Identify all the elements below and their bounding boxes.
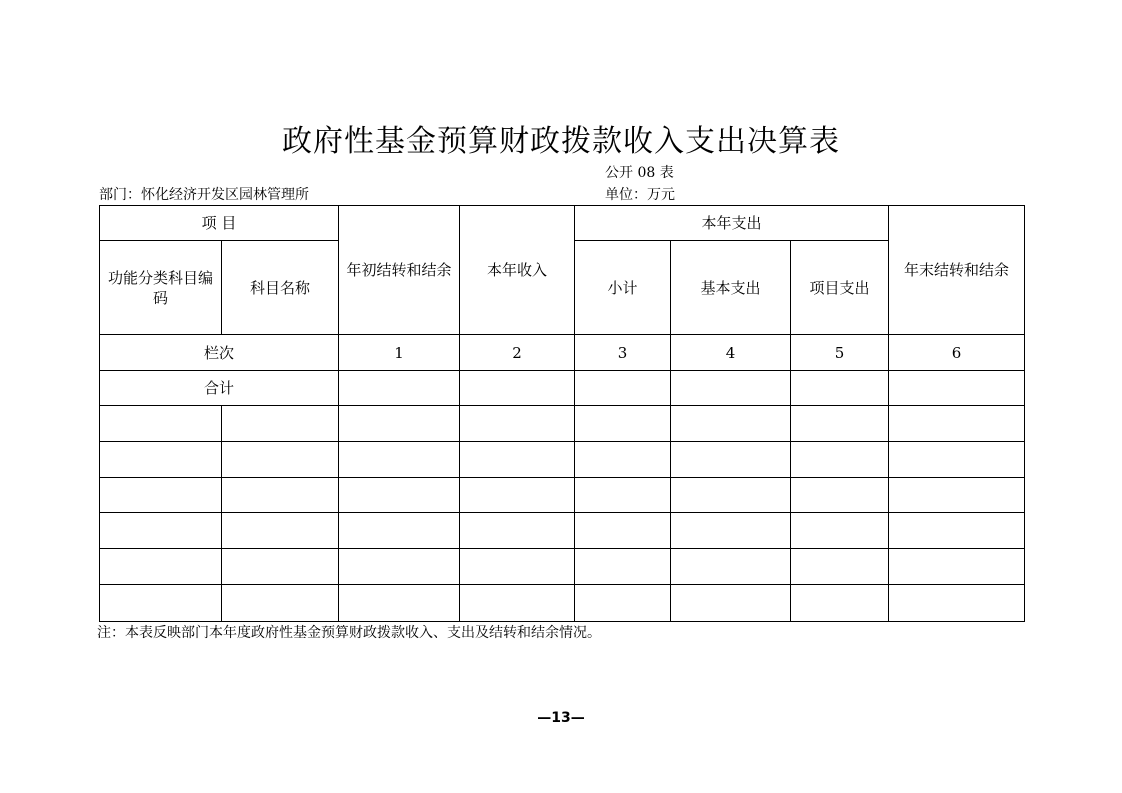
table-cell bbox=[575, 406, 671, 442]
table-cell bbox=[671, 549, 791, 585]
table-row bbox=[100, 442, 1025, 478]
table-cell bbox=[222, 478, 339, 513]
table-cell bbox=[889, 585, 1025, 622]
header-income: 本年收入 bbox=[460, 206, 575, 335]
unit-label: 单位：万元 bbox=[605, 187, 675, 203]
table-cell bbox=[339, 585, 460, 622]
table-cell bbox=[889, 406, 1025, 442]
table-cell bbox=[222, 442, 339, 478]
budget-table bbox=[99, 205, 1025, 622]
table-cell bbox=[100, 585, 222, 622]
header-item: 项 目 bbox=[100, 206, 339, 241]
table-cell bbox=[671, 585, 791, 622]
header-end-balance: 年末结转和结余 bbox=[889, 206, 1025, 335]
table-cell bbox=[460, 442, 575, 478]
table-cell bbox=[889, 478, 1025, 513]
table-cell bbox=[671, 406, 791, 442]
column-number: 4 bbox=[671, 335, 791, 371]
table-cell bbox=[460, 585, 575, 622]
table-cell bbox=[791, 478, 889, 513]
column-number: 3 bbox=[575, 335, 671, 371]
table-cell bbox=[575, 549, 671, 585]
column-number: 2 bbox=[460, 335, 575, 371]
column-number: 6 bbox=[889, 335, 1025, 371]
table-cell bbox=[222, 513, 339, 549]
table-cell bbox=[889, 371, 1025, 406]
table-cell bbox=[791, 442, 889, 478]
table-cell bbox=[575, 371, 671, 406]
table-cell bbox=[460, 513, 575, 549]
header-begin-balance: 年初结转和结余 bbox=[339, 206, 460, 335]
table-cell bbox=[222, 585, 339, 622]
table-cell bbox=[791, 513, 889, 549]
table-cell bbox=[100, 442, 222, 478]
table-row bbox=[100, 478, 1025, 513]
table-cell bbox=[575, 478, 671, 513]
table-cell bbox=[100, 478, 222, 513]
total-row bbox=[100, 371, 1025, 406]
table-cell bbox=[791, 406, 889, 442]
table-cell bbox=[222, 406, 339, 442]
total-label: 合计 bbox=[100, 371, 339, 406]
table-cell bbox=[575, 513, 671, 549]
table-cell bbox=[791, 371, 889, 406]
table-row bbox=[100, 585, 1025, 622]
table-cell bbox=[671, 371, 791, 406]
header-basic-expense: 基本支出 bbox=[671, 241, 791, 335]
department-label: 部门：怀化经济开发区园林管理所 bbox=[99, 187, 309, 203]
table-cell bbox=[339, 478, 460, 513]
table-cell bbox=[671, 478, 791, 513]
column-number-row bbox=[100, 335, 1025, 371]
form-code: 公开 08 表 bbox=[605, 165, 674, 181]
table-row bbox=[100, 513, 1025, 549]
table-cell bbox=[100, 549, 222, 585]
table-cell bbox=[575, 585, 671, 622]
table-note: 注：本表反映部门本年度政府性基金预算财政拨款收入、支出及结转和结余情况。 bbox=[97, 625, 601, 641]
table-row bbox=[100, 406, 1025, 442]
table-cell bbox=[339, 371, 460, 406]
header-expense-group: 本年支出 bbox=[575, 206, 889, 241]
table-cell bbox=[339, 442, 460, 478]
column-number: 1 bbox=[339, 335, 460, 371]
header-subject-name: 科目名称 bbox=[222, 241, 339, 335]
table-cell bbox=[460, 406, 575, 442]
table-cell bbox=[339, 513, 460, 549]
table-cell bbox=[791, 585, 889, 622]
column-number: 5 bbox=[791, 335, 889, 371]
table-cell bbox=[339, 549, 460, 585]
table-cell bbox=[889, 442, 1025, 478]
header-func-code: 功能分类科目编码 bbox=[100, 241, 222, 335]
column-number-label: 栏次 bbox=[100, 335, 339, 371]
header-subtotal: 小计 bbox=[575, 241, 671, 335]
table-cell bbox=[339, 406, 460, 442]
table-cell bbox=[575, 442, 671, 478]
table-cell bbox=[460, 478, 575, 513]
header-project-expense: 项目支出 bbox=[791, 241, 889, 335]
table-row bbox=[100, 549, 1025, 585]
table-cell bbox=[100, 406, 222, 442]
table-cell bbox=[671, 513, 791, 549]
table-cell bbox=[460, 549, 575, 585]
table-cell bbox=[889, 513, 1025, 549]
table-cell bbox=[671, 442, 791, 478]
page-number: —13— bbox=[537, 710, 585, 726]
table-cell bbox=[889, 549, 1025, 585]
table-cell bbox=[100, 513, 222, 549]
table-cell bbox=[791, 549, 889, 585]
document-title: 政府性基金预算财政拨款收入支出决算表 bbox=[282, 124, 840, 159]
table-cell bbox=[460, 371, 575, 406]
header-row-1 bbox=[100, 206, 1025, 241]
table-cell bbox=[222, 549, 339, 585]
